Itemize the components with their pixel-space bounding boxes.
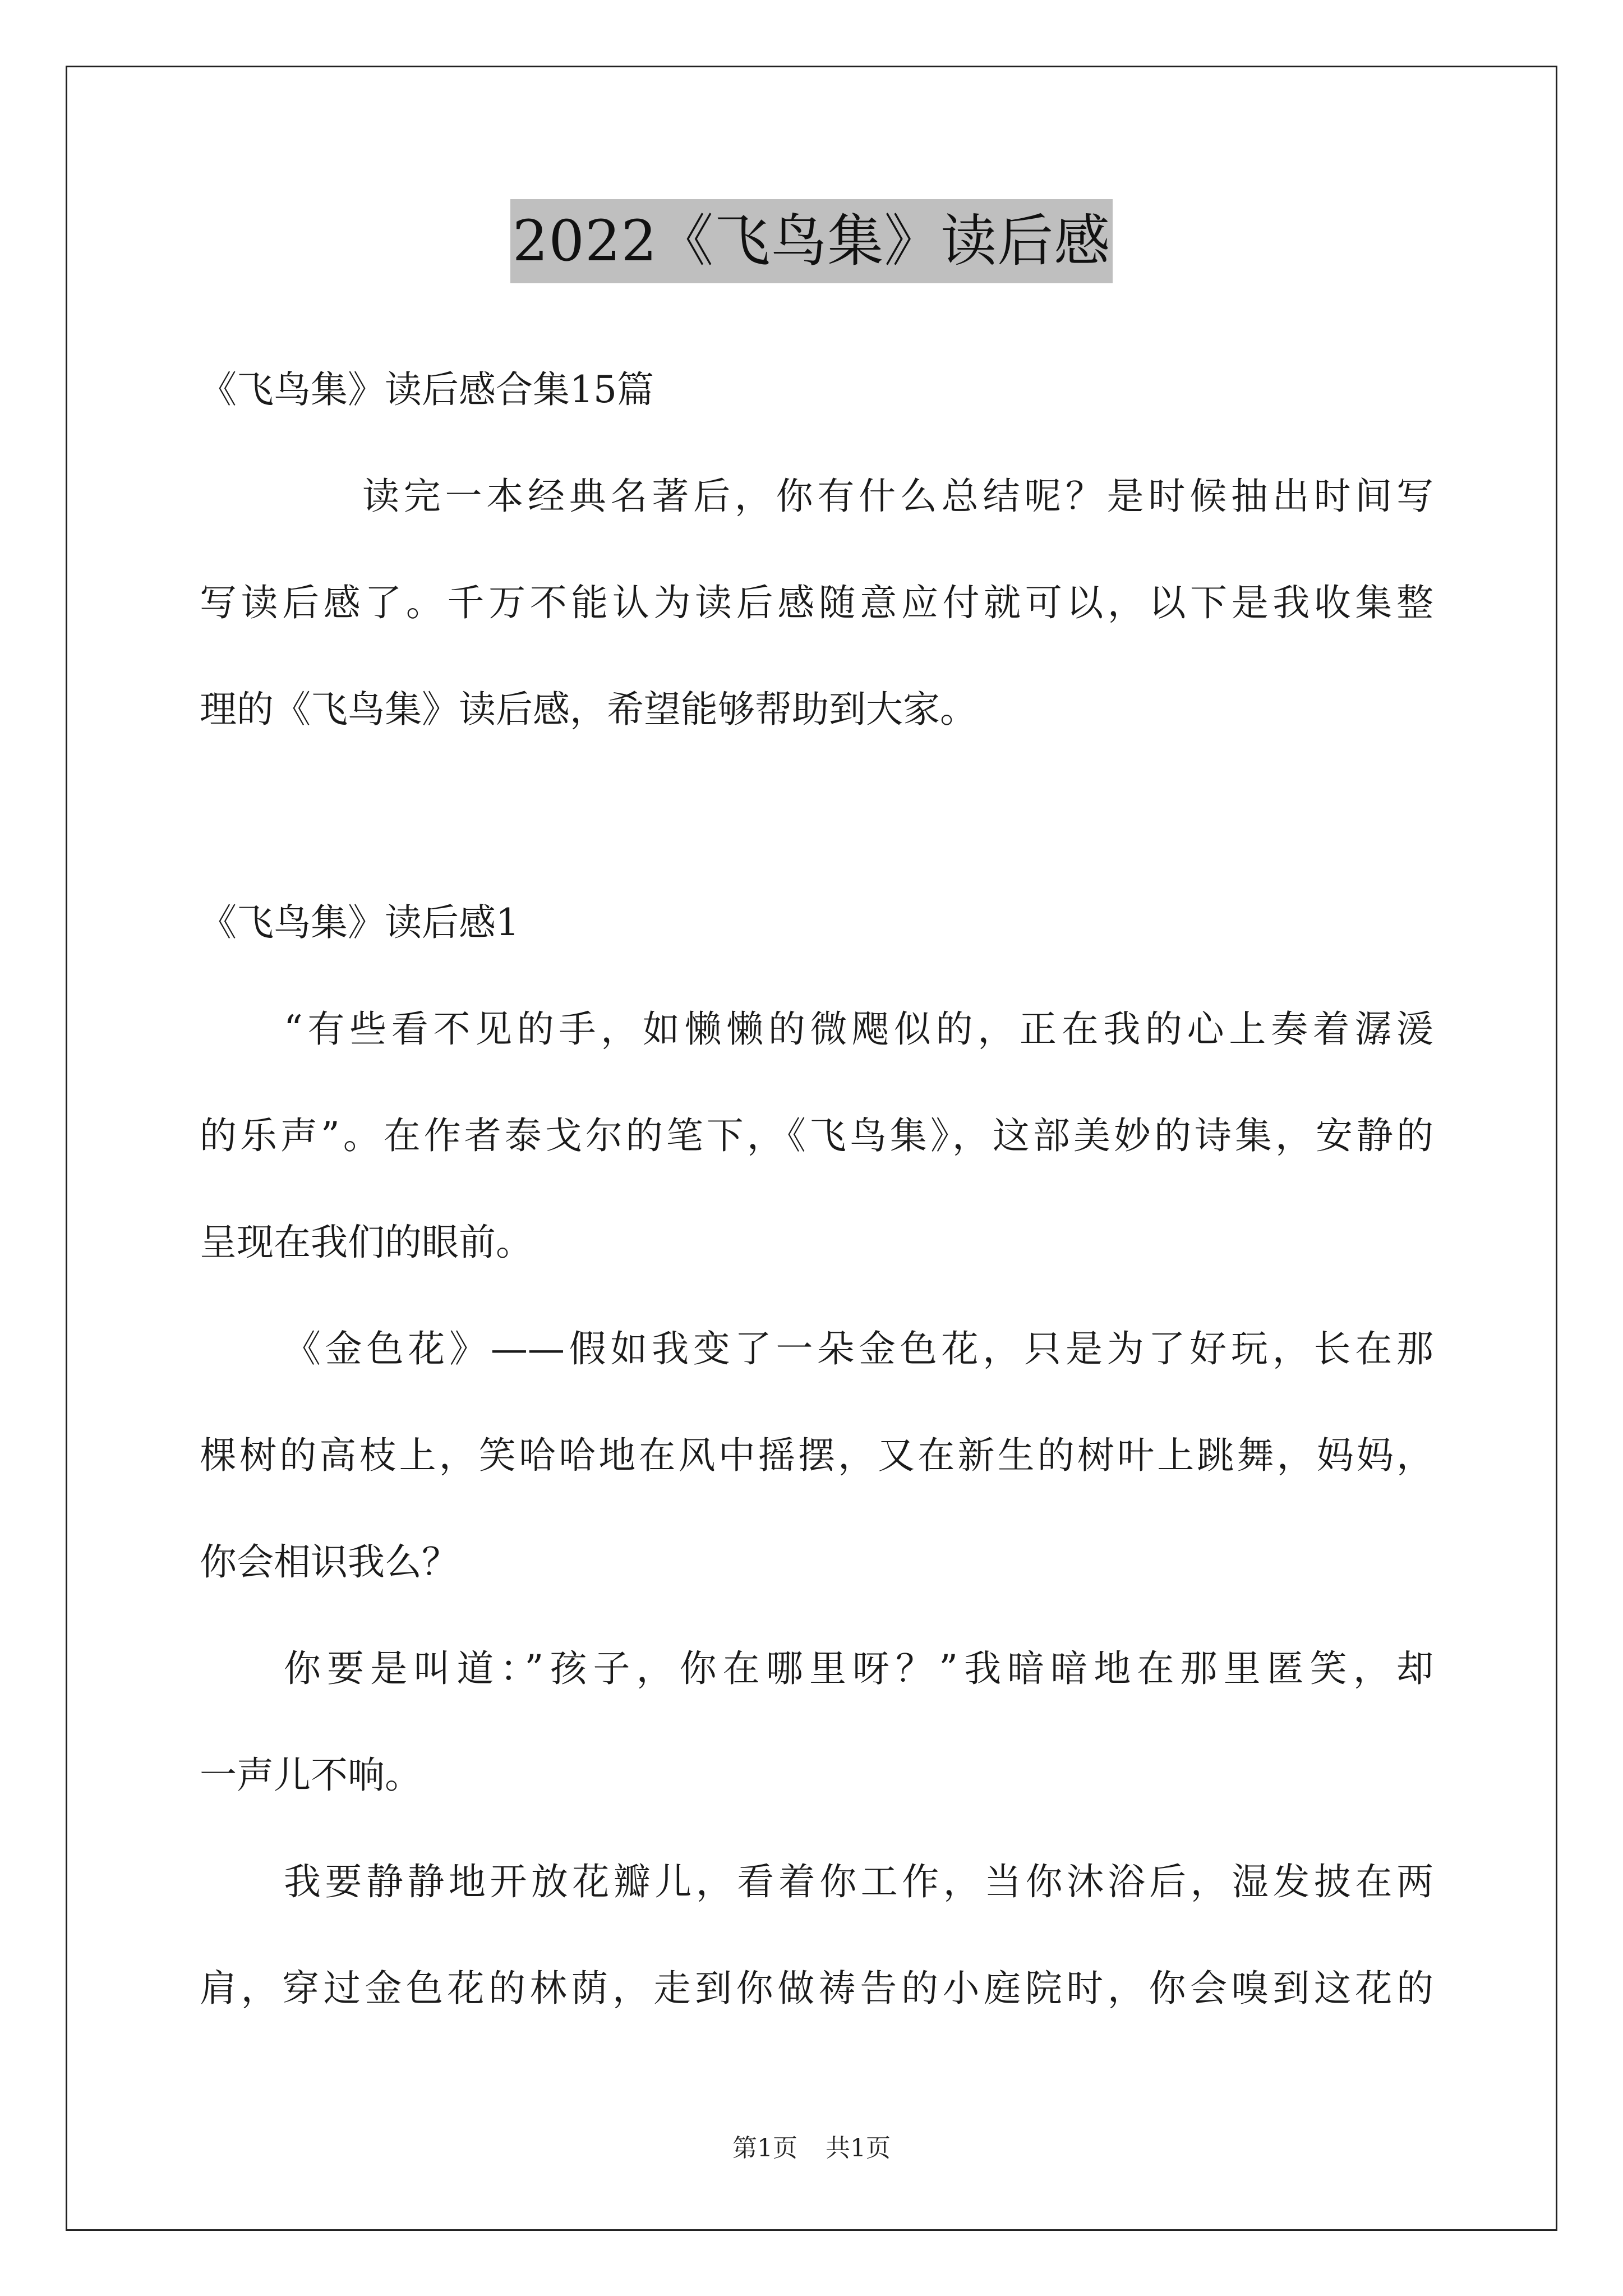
page-footer	[0, 2132, 1623, 2165]
paragraph-line: 一声儿不响。	[200, 1754, 422, 1797]
document-body	[200, 337, 1433, 2042]
paragraph-line: 你会相识我么？	[200, 1540, 459, 1584]
paragraph-line: 棵树的高枝上，笑哈哈地在风中摇摆，又在新生的树叶上跳舞，妈妈，	[200, 1434, 1433, 1477]
intro-line: 写读后感了。千万不能认为读后感随意应付就可以，以下是我收集整	[200, 581, 1433, 624]
paragraph-line: 你要是叫道：”孩子，你在哪里呀？”我暗暗地在那里匿笑，却	[284, 1647, 1433, 1690]
title-container	[0, 199, 1623, 283]
document-title: 2022《飞鸟集》读后感	[510, 199, 1113, 283]
subtitle: 《飞鸟集》读后感合集15篇	[200, 368, 654, 411]
paragraph-line: 呈现在我们的眼前。	[200, 1221, 533, 1264]
intro-line: 读完一本经典名著后，你有什么总结呢？是时候抽出时间写	[362, 475, 1433, 518]
section-heading: 《飞鸟集》读后感1	[200, 901, 519, 944]
paragraph-line: 肩，穿过金色花的林荫，走到你做祷告的小庭院时，你会嗅到这花的	[200, 1967, 1433, 2010]
paragraph-line: 我要静静地开放花瓣儿，看着你工作，当你沐浴后，湿发披在两	[284, 1860, 1433, 1903]
paragraph-line: 《金色花》——假如我变了一朵金色花，只是为了好玩，长在那	[284, 1327, 1433, 1370]
intro-line: 理的《飞鸟集》读后感，希望能够帮助到大家。	[200, 688, 977, 731]
page-total: 共1页	[826, 2134, 891, 2162]
paragraph-line: “有些看不见的手，如懒懒的微飔似的，正在我的心上奏着潺湲	[284, 1007, 1433, 1051]
page-number: 第1页	[732, 2134, 797, 2162]
spacer	[200, 763, 1433, 869]
paragraph-line: 的乐声”。在作者泰戈尔的笔下，《飞鸟集》，这部美妙的诗集，安静的	[200, 1114, 1433, 1157]
